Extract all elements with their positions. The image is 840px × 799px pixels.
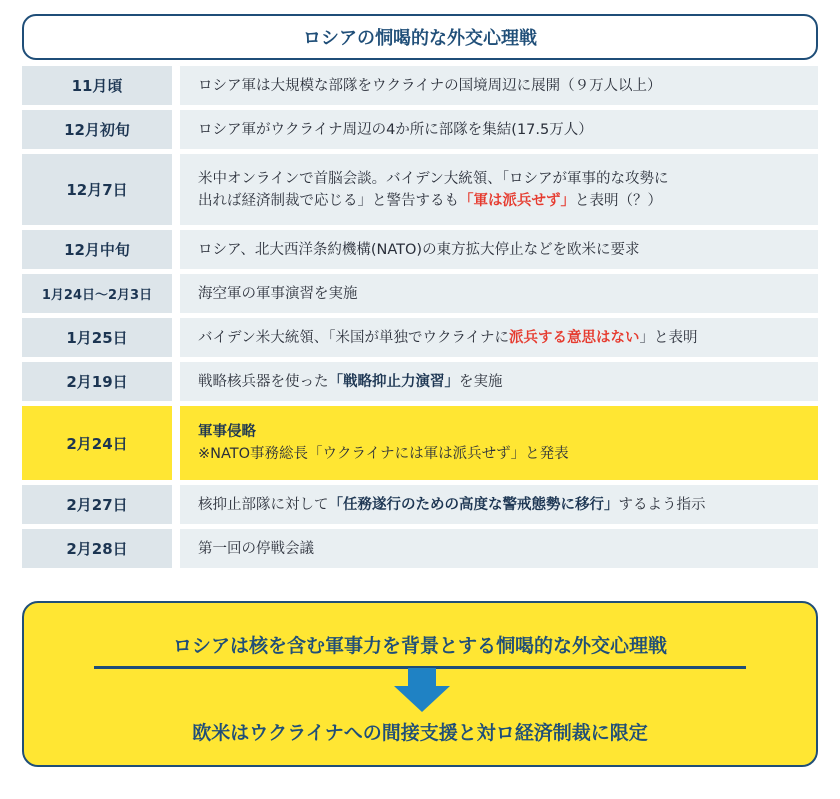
- timeline-row: [22, 362, 818, 401]
- timeline-row: [22, 66, 818, 105]
- row-description: [180, 485, 818, 524]
- description-line: [198, 75, 804, 97]
- row-date: 12月7日: [22, 154, 172, 225]
- description-text: するよう指示: [618, 496, 706, 513]
- description-text: バイデン米大統領、「米国が単独でウクライナに: [198, 329, 510, 346]
- description-line: [198, 443, 804, 465]
- row-description: [180, 110, 818, 149]
- row-description: [180, 529, 818, 568]
- timeline-row: [22, 406, 818, 480]
- row-description: [180, 362, 818, 401]
- row-description: [180, 230, 818, 269]
- description-line: [198, 190, 804, 212]
- row-date: 2月24日: [22, 406, 172, 480]
- description-line: [198, 538, 804, 560]
- page-title: ロシアの恫喝的な外交心理戦: [303, 28, 537, 49]
- description-line: [198, 494, 804, 516]
- row-description: [180, 66, 818, 105]
- row-date: 1月24日〜2月3日: [22, 274, 172, 313]
- description-text: ロシア、北大西洋条約機構(NATO)の東方拡大停止などを欧米に要求: [198, 241, 640, 258]
- description-text: ロシア軍がウクライナ周辺の4か所に部隊を集結(17.5万人）: [198, 121, 593, 138]
- summary-line-west: 欧米はウクライナへの間接支援と対ロ経済制裁に限定: [192, 722, 648, 744]
- down-arrow-icon: [394, 668, 450, 712]
- description-line: [198, 371, 804, 393]
- description-text: ロシア軍は大規模な部隊をウクライナの国境周辺に展開（９万人以上）: [198, 77, 662, 94]
- row-date: 2月19日: [22, 362, 172, 401]
- row-description: [180, 154, 818, 225]
- timeline-row: [22, 154, 818, 225]
- description-text: 戦略核兵器を使った: [198, 373, 329, 390]
- description-text: 米中オンラインで首脳会談。バイデン大統領、「ロシアが軍事的な攻勢に: [198, 170, 669, 187]
- description-line: [198, 283, 804, 305]
- row-date: 2月28日: [22, 529, 172, 568]
- timeline-row: [22, 318, 818, 357]
- row-date: 11月頃: [22, 66, 172, 105]
- description-line: [198, 239, 804, 261]
- description-text: 出れば経済制裁で応じる」と警告するも: [198, 192, 459, 209]
- description-line: [198, 421, 804, 443]
- emphasis-bold-text: 「任務遂行のための高度な警戒態勢に移行」: [328, 496, 619, 513]
- description-text: ※NATO事務総長「ウクライナには軍は派兵せず」と発表: [198, 446, 569, 462]
- description-text: 核抑止部隊に対して: [198, 496, 329, 513]
- description-text: 」と表明: [639, 329, 698, 346]
- summary-box: [22, 601, 818, 767]
- timeline-table: [22, 66, 818, 573]
- row-date: 2月27日: [22, 485, 172, 524]
- timeline-row: [22, 485, 818, 524]
- description-line: [198, 168, 804, 190]
- timeline-row: [22, 230, 818, 269]
- description-text: と表明（？）: [575, 192, 662, 209]
- timeline-row: [22, 529, 818, 568]
- timeline-row: [22, 274, 818, 313]
- summary-line-russia: ロシアは核を含む軍事力を背景とする恫喝的な外交心理戦: [172, 635, 667, 657]
- emphasis-bold-text: 「戦略抑止力演習」: [328, 373, 459, 390]
- row-description: [180, 274, 818, 313]
- row-date: 1月25日: [22, 318, 172, 357]
- timeline-row: [22, 110, 818, 149]
- title-box: [22, 14, 818, 60]
- description-text: 第一回の停戦会議: [198, 540, 314, 557]
- description-line: [198, 119, 804, 141]
- row-date: 12月中旬: [22, 230, 172, 269]
- description-text: 海空軍の軍事演習を実施: [198, 285, 358, 302]
- emphasis-red-text: 「軍は派兵せず」: [459, 192, 575, 209]
- emphasis-red-text: 派兵する意思はない: [509, 329, 640, 346]
- row-description: [180, 406, 818, 480]
- row-date: 12月初旬: [22, 110, 172, 149]
- description-text: を実施: [459, 373, 503, 390]
- row-description: [180, 318, 818, 357]
- emphasis-bold-text: 軍事侵略: [198, 424, 256, 440]
- description-line: [198, 327, 804, 349]
